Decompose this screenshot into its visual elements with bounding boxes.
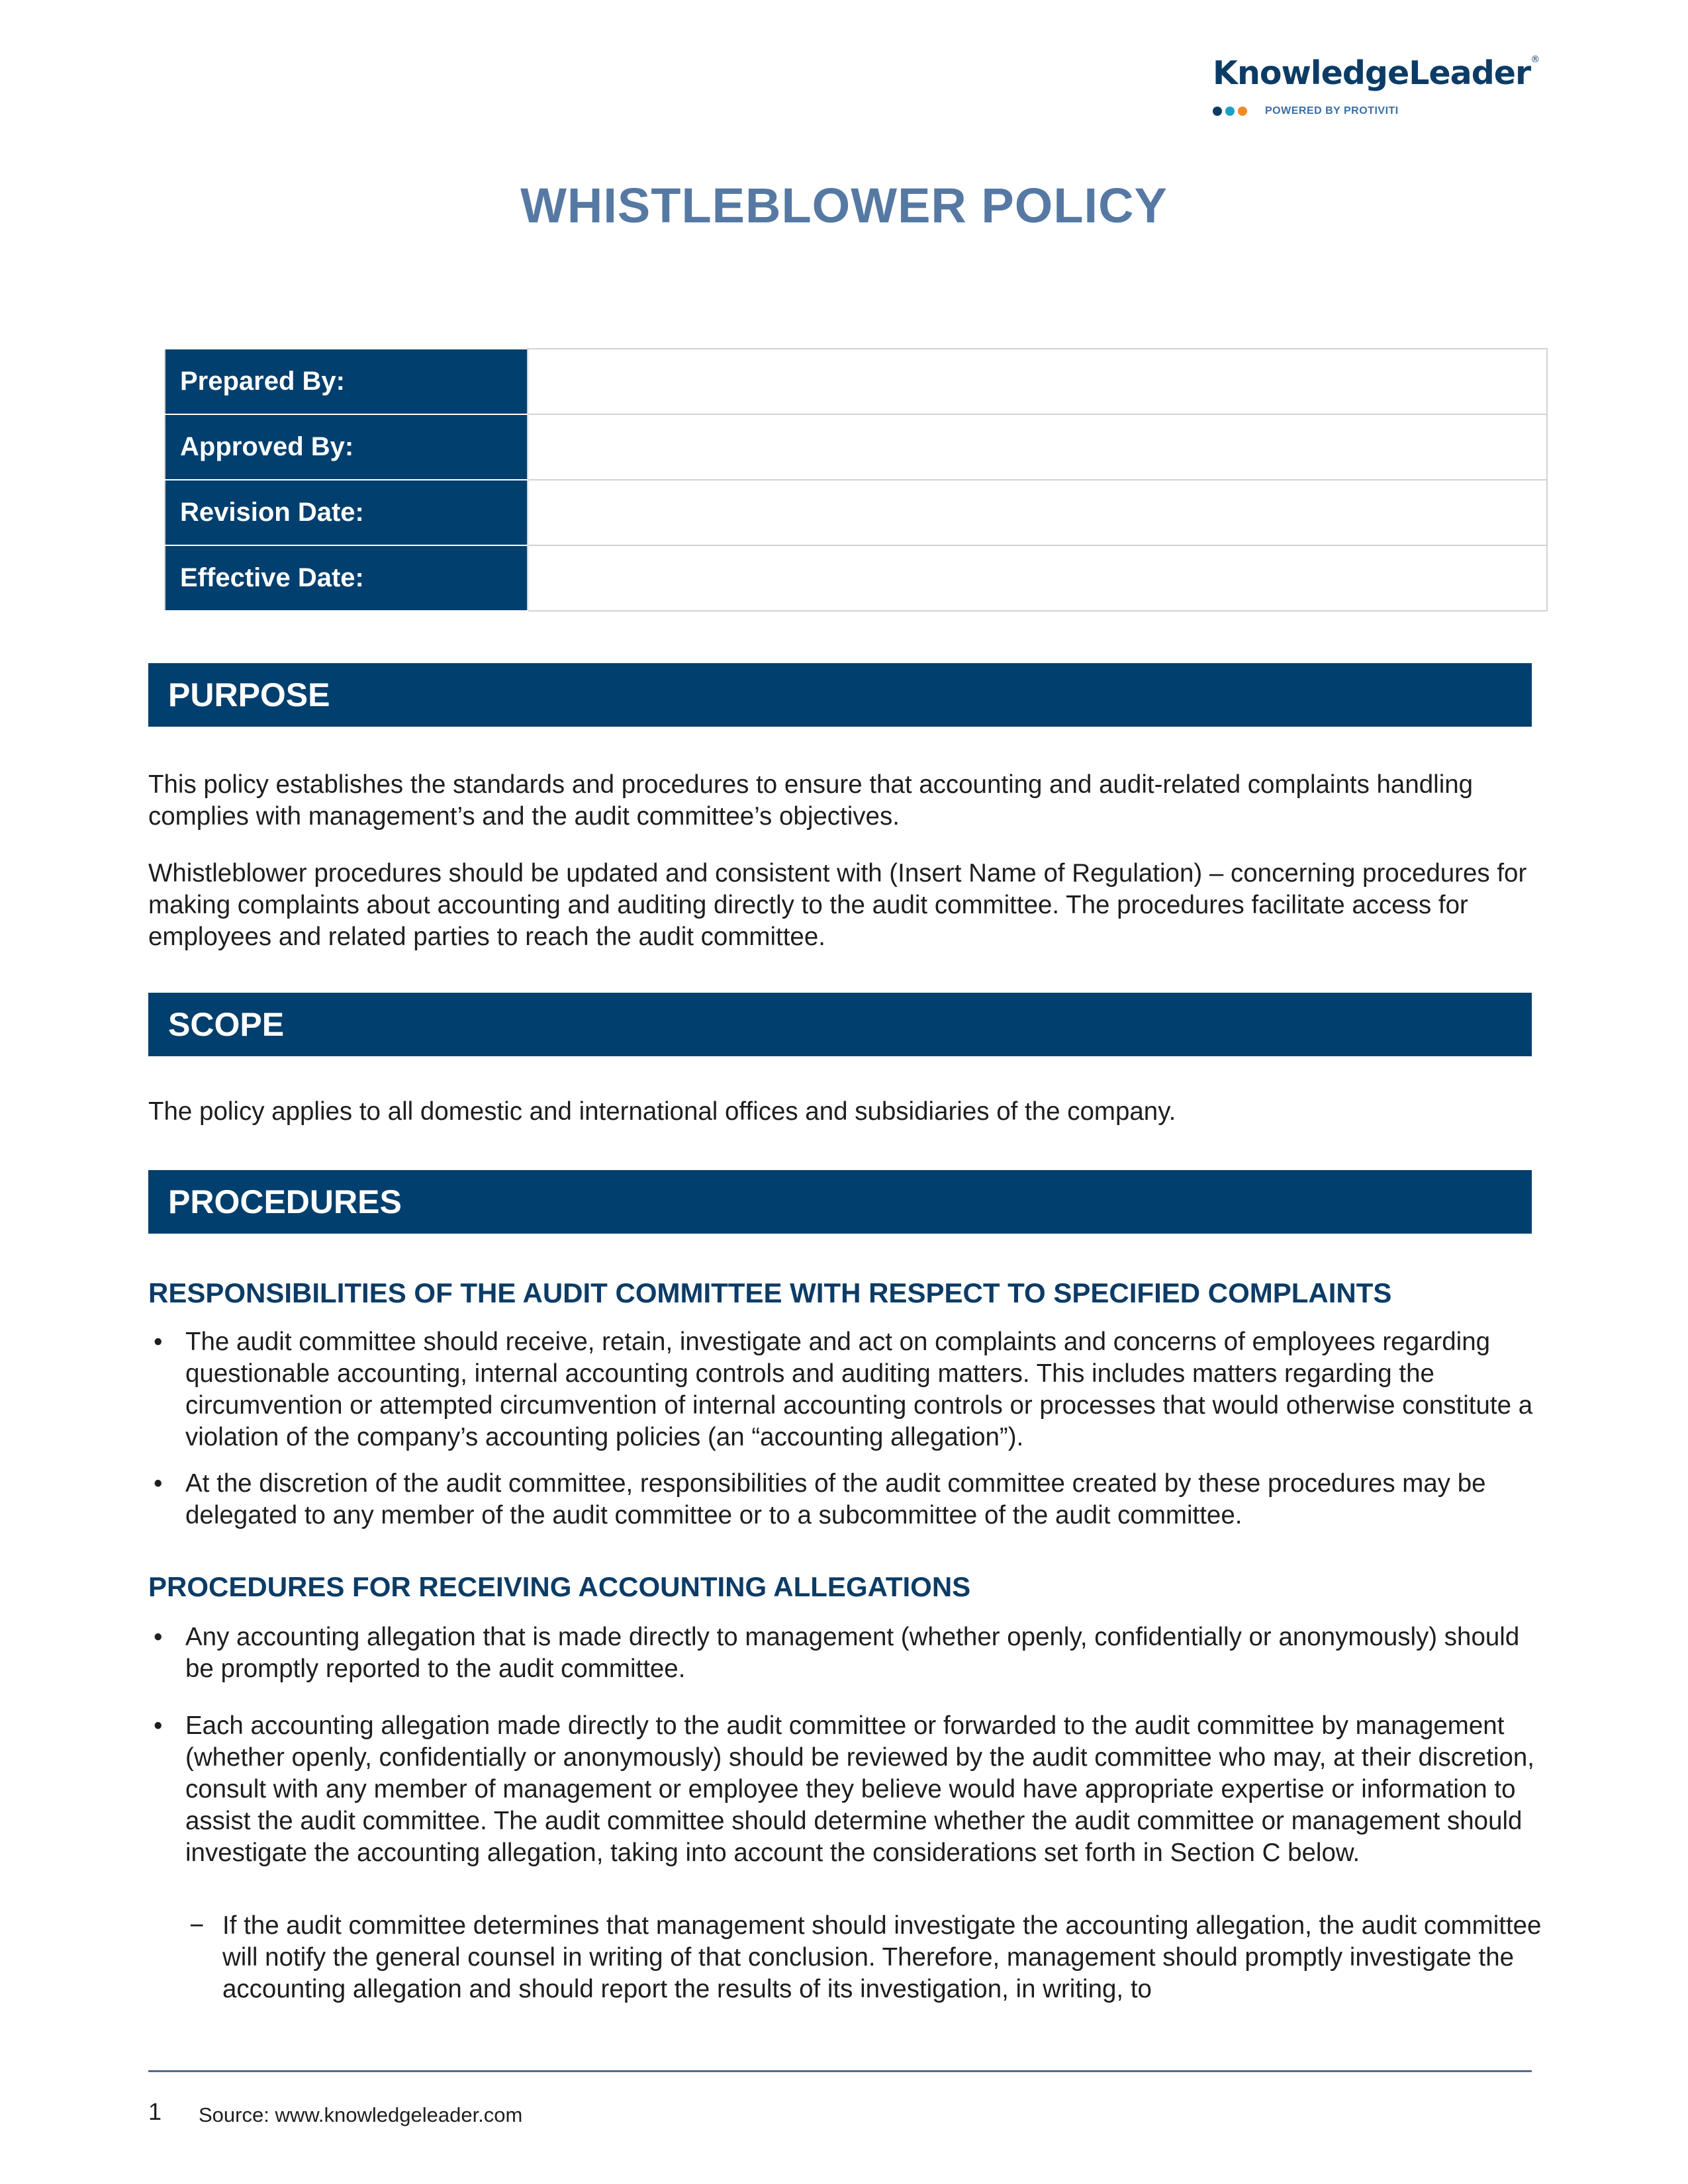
bullet-icon: •: [154, 1469, 163, 1498]
page-number: 1: [148, 2098, 162, 2125]
logo-tagline-row: [1213, 102, 1399, 120]
info-value-field[interactable]: [528, 545, 1547, 611]
section-heading-purpose: PURPOSE: [148, 663, 1532, 727]
list-item: [148, 1621, 1545, 1685]
logo-tagline: POWERED BY PROTIVITI: [1265, 105, 1399, 116]
info-label: Approved By:: [165, 414, 528, 480]
info-label: Revision Date:: [165, 480, 528, 545]
brand-logo: [1213, 54, 1540, 127]
list-item-text: Any accounting allegation that is made directly to management (whether openly, confidentially or anonymously) should be promptly reported to the audit committee.: [185, 1623, 1520, 1683]
list-item-text: Each accounting allegation made directly to the audit committee or forwarded to the audit committee by management (whether openly, confidentially or anonymously) should be reviewed by the audit committee who may, at their discretion, consult with any member of management or employee they believe would have appropriate expertise or information to assist the audit committee. The audit committee should determine whether the audit committee or management should investigate the accounting allegation, taking into account the considerations set forth in Section C below.: [185, 1711, 1534, 1867]
subsection-heading: RESPONSIBILITIES OF THE AUDIT COMMITTEE WITH RESPECT TO SPECIFIED COMPLAINTS: [148, 1277, 1392, 1308]
info-label: Effective Date:: [165, 545, 528, 611]
list-item: [148, 1468, 1545, 1531]
info-value-field[interactable]: [528, 414, 1547, 480]
scope-paragraph: The policy applies to all domestic and international offices and subsidiaries of the company.: [148, 1097, 1176, 1126]
subsection-heading: PROCEDURES FOR RECEIVING ACCOUNTING ALLEGATIONS: [148, 1571, 971, 1602]
list-item: [148, 1710, 1545, 1869]
info-row-approved-by: [165, 414, 1547, 480]
sub-list-item: [148, 1910, 1545, 2005]
info-value-field[interactable]: [528, 480, 1547, 545]
bullet-icon: •: [154, 1711, 163, 1740]
logo-dot-icon: [1225, 107, 1235, 116]
info-value-field[interactable]: [528, 349, 1547, 414]
logo-dot-icon: [1238, 107, 1247, 116]
section-heading-scope: SCOPE: [148, 993, 1532, 1056]
bullet-icon: •: [154, 1328, 163, 1356]
logo-dot-icon: [1213, 107, 1222, 116]
section-heading-procedures: PROCEDURES: [148, 1170, 1532, 1234]
sub-list-item-text: If the audit committee determines that management should investigate the accounting allegation, the audit committee will notify the general counsel in writing of that conclusion. Therefore, management should promptly investigate the accounting allegation and should report the results of its investigation, in writing, to: [222, 1911, 1542, 2003]
list-item-text: The audit committee should receive, retain, investigate and act on complaints and concerns of employees regarding questionable accounting, internal accounting controls and auditing matters. This includes matters regarding the circumvention or attempted circumvention of internal accounting controls or processes that would otherwise constitute a violation of the company’s accounting policies (an “accounting allegation”).: [185, 1328, 1533, 1451]
info-row-revision-date: [165, 480, 1547, 545]
info-label: Prepared By:: [165, 349, 528, 414]
purpose-paragraph: This policy establishes the standards and procedures to ensure that accounting and audit-related complaints handling complies with management’s and the audit committee’s objectives.: [148, 770, 1474, 831]
document-info-table: [164, 348, 1548, 612]
footer-source: Source: www.knowledgeleader.com: [199, 2103, 523, 2126]
logo-wordmark: KnowledgeLeader®: [1213, 54, 1540, 92]
registered-mark: ®: [1530, 54, 1540, 65]
list-item: [148, 1326, 1545, 1453]
info-row-effective-date: [165, 545, 1547, 611]
info-row-prepared-by: [165, 349, 1547, 414]
list-item-text: At the discretion of the audit committee, responsibilities of the audit committee created by these procedures may be delegated to any member of the audit committee or to a subcommittee of the audit committee.: [185, 1469, 1486, 1529]
document-title: WHISTLEBLOWER POLICY: [520, 178, 1168, 233]
purpose-paragraph: Whistleblower procedures should be updated and consistent with (Insert Name of Regulation) – concerning procedures for making complaints about accounting and auditing directly to the audit committee. The procedures facilitate access for employees and related parties to reach the audit committee.: [148, 859, 1527, 951]
dash-icon: −: [189, 1911, 205, 1940]
footer-divider: [148, 2070, 1532, 2072]
bullet-icon: •: [154, 1623, 163, 1651]
